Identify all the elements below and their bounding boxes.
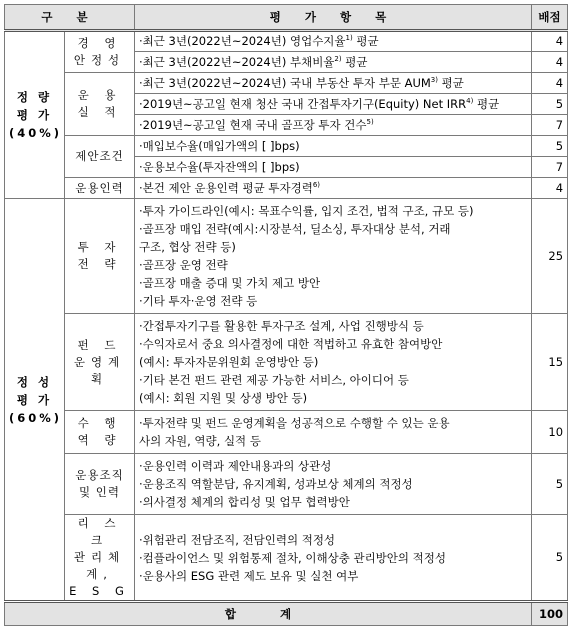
subcategory-label-line1: 운용조직 (75, 468, 124, 482)
item-score: 15 (532, 314, 568, 411)
header-category: 구 분 (5, 5, 135, 31)
subcategory-label-line1: 경 영 (77, 36, 122, 50)
footnote-marker: 2) (334, 54, 342, 63)
subcategory-label-line2: 운영계획 (73, 354, 126, 386)
evaluation-item (135, 157, 532, 178)
subcategory-label-line1: 운용인력 (75, 180, 124, 195)
evaluation-items (135, 199, 532, 314)
footnote-marker: 1) (345, 34, 353, 43)
item-text: ·최근 3년(2022년~2024년) 부채비율 (139, 54, 335, 69)
item-text: ·매입보수율(매입가액의 [ ]bps) (139, 138, 300, 153)
qualitative-subcategory (65, 314, 135, 411)
item-line: ·기타 본건 펀드 관련 제공 가능한 서비스, 아이디어 등 (139, 373, 409, 387)
subcategory-label-line1: 펀 드 (77, 337, 122, 352)
quantitative-category (5, 31, 65, 199)
quantitative-row (5, 178, 568, 199)
qualitative-subcategory (65, 411, 135, 454)
item-suffix: 평균 (473, 96, 500, 111)
item-score: 7 (532, 115, 568, 136)
item-text: ·본건 제안 운용인력 평균 투자경력 (139, 180, 313, 195)
quantitative-subcategory (65, 178, 135, 199)
item-line: ·운용사의 ESG 관련 제도 보유 및 실천 여부 (139, 568, 359, 583)
evaluation-item (135, 31, 532, 52)
quantitative-subcategory (65, 73, 135, 136)
item-line: ·컴플라이언스 및 위험통제 절차, 이해상충 관리방안의 적정성 (139, 550, 446, 565)
footnote-marker: 4) (466, 96, 474, 105)
item-text: ·최근 3년(2022년~2024년) 영업수지율 (139, 34, 346, 48)
item-line: ·운용인력 이력과 제안내용과의 상관성 (139, 459, 332, 473)
subcategory-label-line1: 리 스 크 (77, 516, 122, 547)
item-score: 5 (532, 515, 568, 602)
footnote-marker: 3) (430, 75, 438, 84)
item-text: ·운용보수율(투자잔액의 [ ]bps) (139, 159, 300, 174)
quantitative-subcategory (65, 136, 135, 178)
item-line: 사의 자원, 역량, 실적 등 (139, 434, 261, 448)
total-score: 100 (532, 602, 568, 626)
quantitative-row (5, 73, 568, 94)
item-text: ·최근 3년(2022년~2024년) 국내 부동산 투자 부문 AUM (139, 75, 431, 90)
item-score: 5 (532, 454, 568, 515)
item-score: 10 (532, 411, 568, 454)
quantitative-row (5, 31, 568, 52)
item-line: ·투자전략 및 펀드 운영계획을 성공적으로 수행할 수 있는 운용 (139, 416, 450, 430)
item-line: ·골프장 운영 전략 (139, 258, 228, 272)
qualitative-row (5, 454, 568, 515)
subcategory-label-line1: 제안조건 (75, 149, 124, 163)
subcategory-label-line1: 투 자 (77, 240, 122, 254)
qualitative-row (5, 199, 568, 314)
subcategory-label-line2: 관리체계, (73, 550, 126, 581)
quantitative-label-line1: 정 량 (16, 90, 53, 104)
item-suffix: 평균 (352, 34, 379, 48)
evaluation-item (135, 178, 532, 199)
item-suffix: 평균 (437, 75, 464, 90)
qualitative-label-line1: 정 성 (16, 374, 53, 389)
item-score: 25 (532, 199, 568, 314)
qualitative-subcategory (65, 515, 135, 602)
item-line: 구조, 협상 전략 등) (139, 240, 236, 254)
qualitative-category (5, 199, 65, 602)
item-line: ·수익자로서 중요 의사결정에 대한 적법하고 유효한 참여방안 (139, 337, 443, 351)
header-items: 평 가 항 목 (135, 5, 532, 31)
item-line: ·골프장 매출 증대 및 가치 제고 방안 (139, 276, 321, 290)
item-score: 4 (532, 178, 568, 199)
evaluation-item (135, 94, 532, 115)
subcategory-label-line2: 및 인력 (79, 485, 120, 499)
item-score: 4 (532, 73, 568, 94)
item-line: ·위험관리 전담조직, 전담인력의 적정성 (139, 532, 336, 547)
total-row (5, 602, 568, 626)
quantitative-subcategory (65, 31, 135, 73)
qualitative-subcategory (65, 199, 135, 314)
qualitative-weight: (60%) (9, 410, 63, 425)
item-line: ·투자 가이드라인(예시: 목표수익률, 입지 조건, 법적 구조, 규모 등) (139, 204, 474, 218)
item-score: 7 (532, 157, 568, 178)
footnote-marker: 5) (366, 117, 374, 126)
header-row (5, 5, 568, 31)
total-label: 합 계 (5, 602, 532, 626)
item-line: ·간접투자기구를 활용한 투자구조 설계, 사업 진행방식 등 (139, 319, 424, 333)
footnote-marker: 6) (312, 180, 321, 189)
qualitative-subcategory (65, 454, 135, 515)
evaluation-items (135, 314, 532, 411)
item-text: ·2019년~공고일 현재 청산 국내 간접투자기구(Equity) Net IRR (139, 96, 467, 111)
qualitative-row (5, 515, 568, 602)
qualitative-label-line2: 평 가 (16, 392, 53, 407)
subcategory-label-line3: E S G (69, 584, 130, 598)
item-suffix: 평균 (341, 54, 368, 69)
item-score: 4 (532, 31, 568, 52)
item-line: (예시: 투자자문위원회 운영방안 등) (139, 355, 319, 369)
item-line: ·운용조직 역할분담, 유지계획, 성과보상 체계의 적정성 (139, 477, 413, 491)
item-line: ·기타 투자·운영 전략 등 (139, 294, 258, 308)
subcategory-label-line2: 전 략 (77, 257, 122, 271)
evaluation-criteria-table (4, 4, 568, 626)
evaluation-items (135, 411, 532, 454)
item-line: (예시: 회원 지원 및 상생 방안 등) (139, 391, 308, 405)
item-line: ·골프장 매입 전략(예시:시장분석, 딜소싱, 투자대상 분석, 거래 (139, 222, 451, 236)
evaluation-item (135, 73, 532, 94)
qualitative-row (5, 314, 568, 411)
evaluation-item (135, 115, 532, 136)
subcategory-label-line2: 실 적 (77, 105, 122, 119)
qualitative-row (5, 411, 568, 454)
item-score: 5 (532, 136, 568, 157)
evaluation-item (135, 52, 532, 73)
subcategory-label-line1: 수 행 (77, 416, 122, 430)
quantitative-row (5, 136, 568, 157)
evaluation-item (135, 136, 532, 157)
header-score: 배점 (532, 5, 568, 31)
evaluation-items (135, 454, 532, 515)
subcategory-label-line1: 운 용 (77, 88, 122, 102)
item-score: 5 (532, 94, 568, 115)
subcategory-label-line2: 안정성 (73, 53, 126, 67)
subcategory-label-line2: 역 량 (77, 433, 122, 447)
item-score: 4 (532, 52, 568, 73)
quantitative-label-line2: 평 가 (16, 108, 53, 122)
quantitative-weight: (40%) (9, 126, 63, 140)
item-line: ·의사결정 체계의 합리성 및 업무 협력방안 (139, 495, 350, 509)
item-text: ·2019년~공고일 현재 국내 골프장 투자 건수 (139, 117, 367, 132)
evaluation-items (135, 515, 532, 602)
